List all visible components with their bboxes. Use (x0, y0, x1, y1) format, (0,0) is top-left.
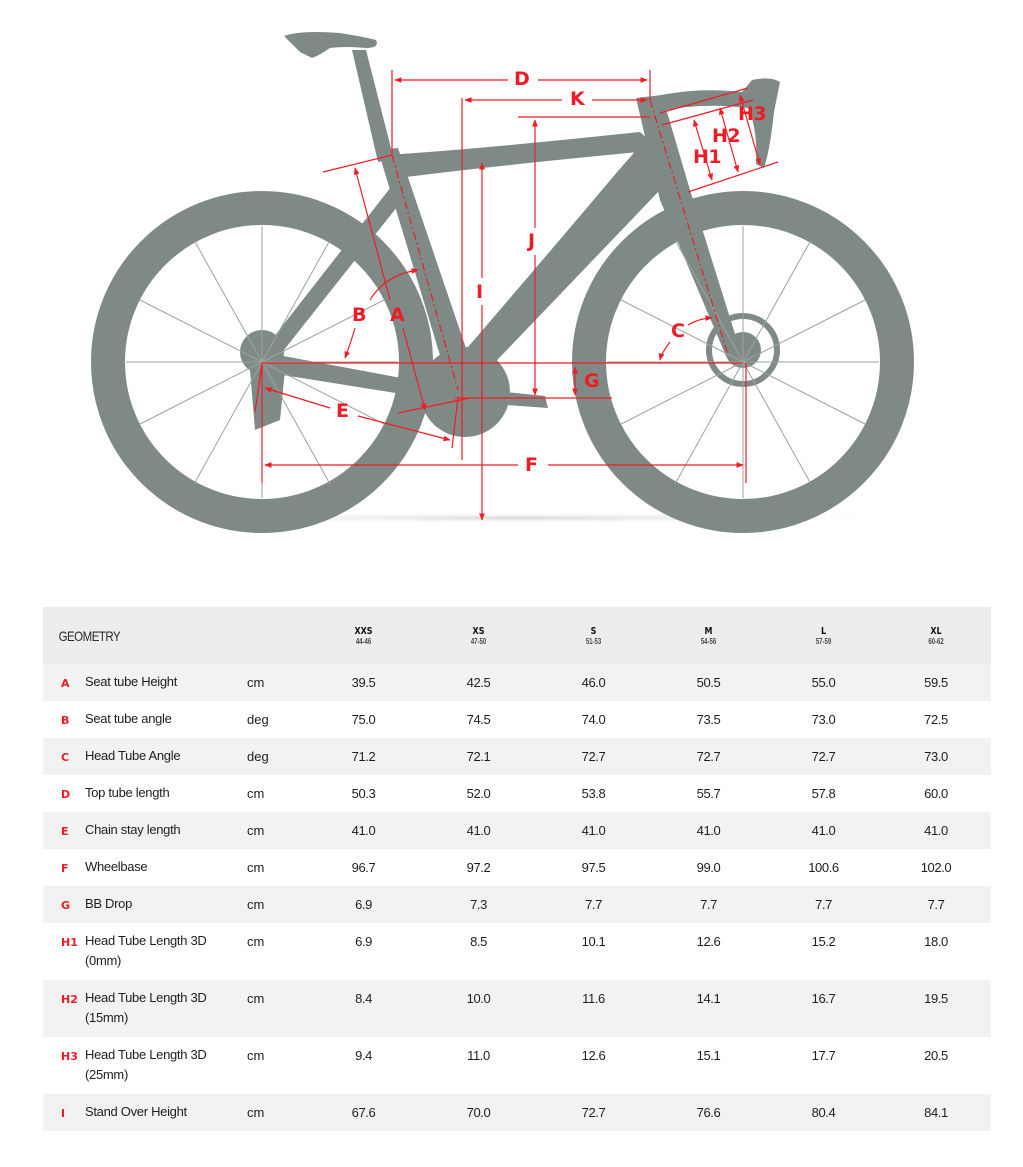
table-row (43, 775, 991, 812)
value-cell: 53.8 (581, 786, 606, 801)
size-name: M (704, 625, 713, 637)
dimension-label-i: I (476, 281, 483, 303)
table-row (43, 1037, 991, 1094)
row-unit: cm (247, 934, 265, 949)
value-cell: 16.7 (811, 991, 836, 1006)
value-cell: 102.0 (920, 860, 952, 875)
value-cell: 10.0 (466, 991, 491, 1006)
value-cell: 7.7 (927, 897, 945, 912)
value-cell: 41.0 (811, 823, 836, 838)
size-range: 60-62 (928, 636, 944, 646)
row-letter: I (61, 1107, 66, 1120)
bike-frame (108, 32, 897, 516)
row-unit: cm (247, 786, 265, 801)
value-cell: 41.0 (696, 823, 721, 838)
table-row (43, 738, 991, 775)
row-letter: H2 (61, 993, 78, 1006)
size-range: 57-59 (815, 636, 832, 646)
value-cell: 7.7 (585, 897, 602, 912)
row-letter: A (61, 677, 70, 690)
dimension-label-c: C (671, 320, 685, 342)
value-cell: 59.5 (924, 675, 948, 690)
size-column-l (766, 607, 881, 664)
row-unit: deg (247, 712, 269, 727)
bike-illustration (0, 0, 1023, 560)
value-cell: 50.5 (696, 675, 721, 690)
value-cell: 46.0 (581, 675, 606, 690)
size-column-xxs (306, 607, 421, 664)
row-name: Stand Over Height (85, 1104, 187, 1119)
value-cell: 60.0 (924, 786, 948, 801)
value-cell: 96.7 (351, 860, 376, 875)
size-range: 47-50 (470, 636, 487, 646)
value-cell: 97.2 (466, 860, 491, 875)
value-cell: 72.7 (811, 749, 836, 764)
table-header-row (43, 607, 991, 664)
value-cell: 41.0 (924, 823, 948, 838)
value-cell: 11.6 (582, 991, 605, 1006)
table-body (43, 664, 991, 1131)
value-cell: 41.0 (351, 823, 376, 838)
row-unit: cm (247, 860, 265, 875)
value-cell: 7.3 (470, 897, 487, 912)
value-cell: 70.0 (466, 1105, 491, 1120)
dimension-label-h2: H2 (712, 125, 741, 147)
row-letter: E (61, 825, 69, 838)
value-cell: 57.8 (811, 786, 836, 801)
value-cell: 11.0 (467, 1048, 490, 1063)
value-cell: 9.4 (355, 1048, 372, 1063)
row-letter: H1 (61, 936, 78, 949)
value-cell: 72.7 (696, 749, 721, 764)
value-cell: 72.7 (581, 749, 606, 764)
row-name: Wheelbase (85, 859, 148, 874)
value-cell: 73.0 (811, 712, 836, 727)
row-unit: deg (247, 749, 269, 764)
table-row (43, 664, 991, 701)
dimension-label-k: K (570, 88, 585, 110)
row-name: BB Drop (85, 896, 133, 911)
value-cell: 14.1 (696, 991, 721, 1006)
row-name: Top tube length (85, 785, 170, 800)
table-row (43, 1094, 991, 1131)
value-cell: 19.5 (924, 991, 948, 1006)
row-name-line1: Head Tube Length 3D (85, 990, 207, 1005)
value-cell: 39.5 (351, 675, 376, 690)
size-column-xl (881, 607, 991, 664)
value-cell: 72.7 (581, 1105, 606, 1120)
value-cell: 73.0 (924, 749, 948, 764)
table-row (43, 923, 991, 980)
row-name: Seat tube angle (85, 711, 172, 726)
dimension-label-j: J (528, 230, 535, 252)
size-name: S (590, 625, 597, 637)
row-name (85, 980, 243, 1037)
value-cell: 8.5 (470, 934, 487, 949)
row-unit: cm (247, 1105, 265, 1120)
size-name: XXS (354, 625, 373, 637)
row-unit: cm (247, 991, 265, 1006)
value-cell: 71.2 (351, 749, 376, 764)
row-name-line1: Head Tube Length 3D (85, 933, 207, 948)
value-cell: 12.6 (696, 934, 721, 949)
value-cell: 7.7 (700, 897, 717, 912)
row-name-line2: (0mm) (85, 953, 122, 968)
value-cell: 55.0 (811, 675, 836, 690)
value-cell: 6.9 (355, 897, 372, 912)
value-cell: 80.4 (811, 1105, 836, 1120)
row-letter: D (61, 788, 71, 801)
value-cell: 52.0 (466, 786, 491, 801)
row-letter: C (61, 751, 70, 764)
row-unit: cm (247, 897, 265, 912)
size-name: L (820, 625, 827, 637)
dimension-label-g: G (584, 370, 600, 392)
table-row (43, 812, 991, 849)
value-cell: 73.5 (696, 712, 721, 727)
value-cell: 20.5 (924, 1048, 948, 1063)
row-name (85, 1037, 243, 1094)
row-letter: B (61, 714, 70, 727)
wheel-spokes (126, 226, 879, 498)
size-range: 54-56 (700, 636, 717, 646)
value-cell: 55.7 (696, 786, 721, 801)
row-name: Chain stay length (85, 822, 181, 837)
row-name-line2: (15mm) (85, 1010, 128, 1025)
value-cell: 41.0 (466, 823, 491, 838)
size-range: 51-53 (585, 636, 602, 646)
size-name: XS (472, 625, 485, 637)
value-cell: 100.6 (808, 860, 839, 875)
size-column-xs (421, 607, 536, 664)
row-name-line2: (25mm) (85, 1067, 128, 1082)
dimension-label-h1: H1 (693, 146, 722, 168)
value-cell: 74.5 (466, 712, 491, 727)
dimension-label-h3: H3 (738, 103, 767, 125)
dimension-label-f: F (525, 454, 538, 476)
row-unit: cm (247, 823, 265, 838)
dimension-label-d: D (514, 68, 530, 90)
value-cell: 76.6 (696, 1105, 721, 1120)
row-unit: cm (247, 675, 265, 690)
table-row (43, 701, 991, 738)
value-cell: 75.0 (351, 712, 376, 727)
table-row (43, 849, 991, 886)
row-letter: H3 (61, 1050, 78, 1063)
value-cell: 42.5 (466, 675, 491, 690)
table-row (43, 980, 991, 1037)
row-unit: cm (247, 1048, 265, 1063)
value-cell: 72.5 (924, 712, 948, 727)
value-cell: 99.0 (696, 860, 721, 875)
row-name (85, 923, 243, 980)
value-cell: 41.0 (581, 823, 606, 838)
size-column-m (651, 607, 766, 664)
table-title: GEOMETRY (58, 627, 121, 644)
row-name: Head Tube Angle (85, 748, 181, 763)
row-name: Seat tube Height (85, 674, 178, 689)
value-cell: 72.1 (466, 749, 491, 764)
value-cell: 12.6 (581, 1048, 606, 1063)
size-column-s (536, 607, 651, 664)
dimension-label-a: A (390, 304, 405, 326)
dimension-label-b: B (352, 304, 366, 326)
value-cell: 74.0 (581, 712, 606, 727)
value-cell: 10.1 (581, 934, 606, 949)
row-name-line1: Head Tube Length 3D (85, 1047, 207, 1062)
value-cell: 17.7 (811, 1048, 836, 1063)
value-cell: 6.9 (355, 934, 372, 949)
row-letter: F (61, 862, 69, 875)
row-letter: G (61, 899, 71, 912)
size-name: XL (930, 625, 942, 637)
value-cell: 18.0 (924, 934, 948, 949)
value-cell: 84.1 (924, 1105, 948, 1120)
value-cell: 8.4 (355, 991, 372, 1006)
dimension-label-e: E (336, 400, 349, 422)
value-cell: 15.2 (811, 934, 836, 949)
bike-geometry-diagram (0, 0, 1023, 560)
size-range: 44-46 (355, 636, 372, 646)
value-cell: 15.1 (696, 1048, 721, 1063)
value-cell: 67.6 (351, 1105, 376, 1120)
value-cell: 50.3 (351, 786, 376, 801)
geometry-table (43, 607, 991, 1131)
value-cell: 7.7 (815, 897, 832, 912)
table-row (43, 886, 991, 923)
value-cell: 97.5 (581, 860, 606, 875)
